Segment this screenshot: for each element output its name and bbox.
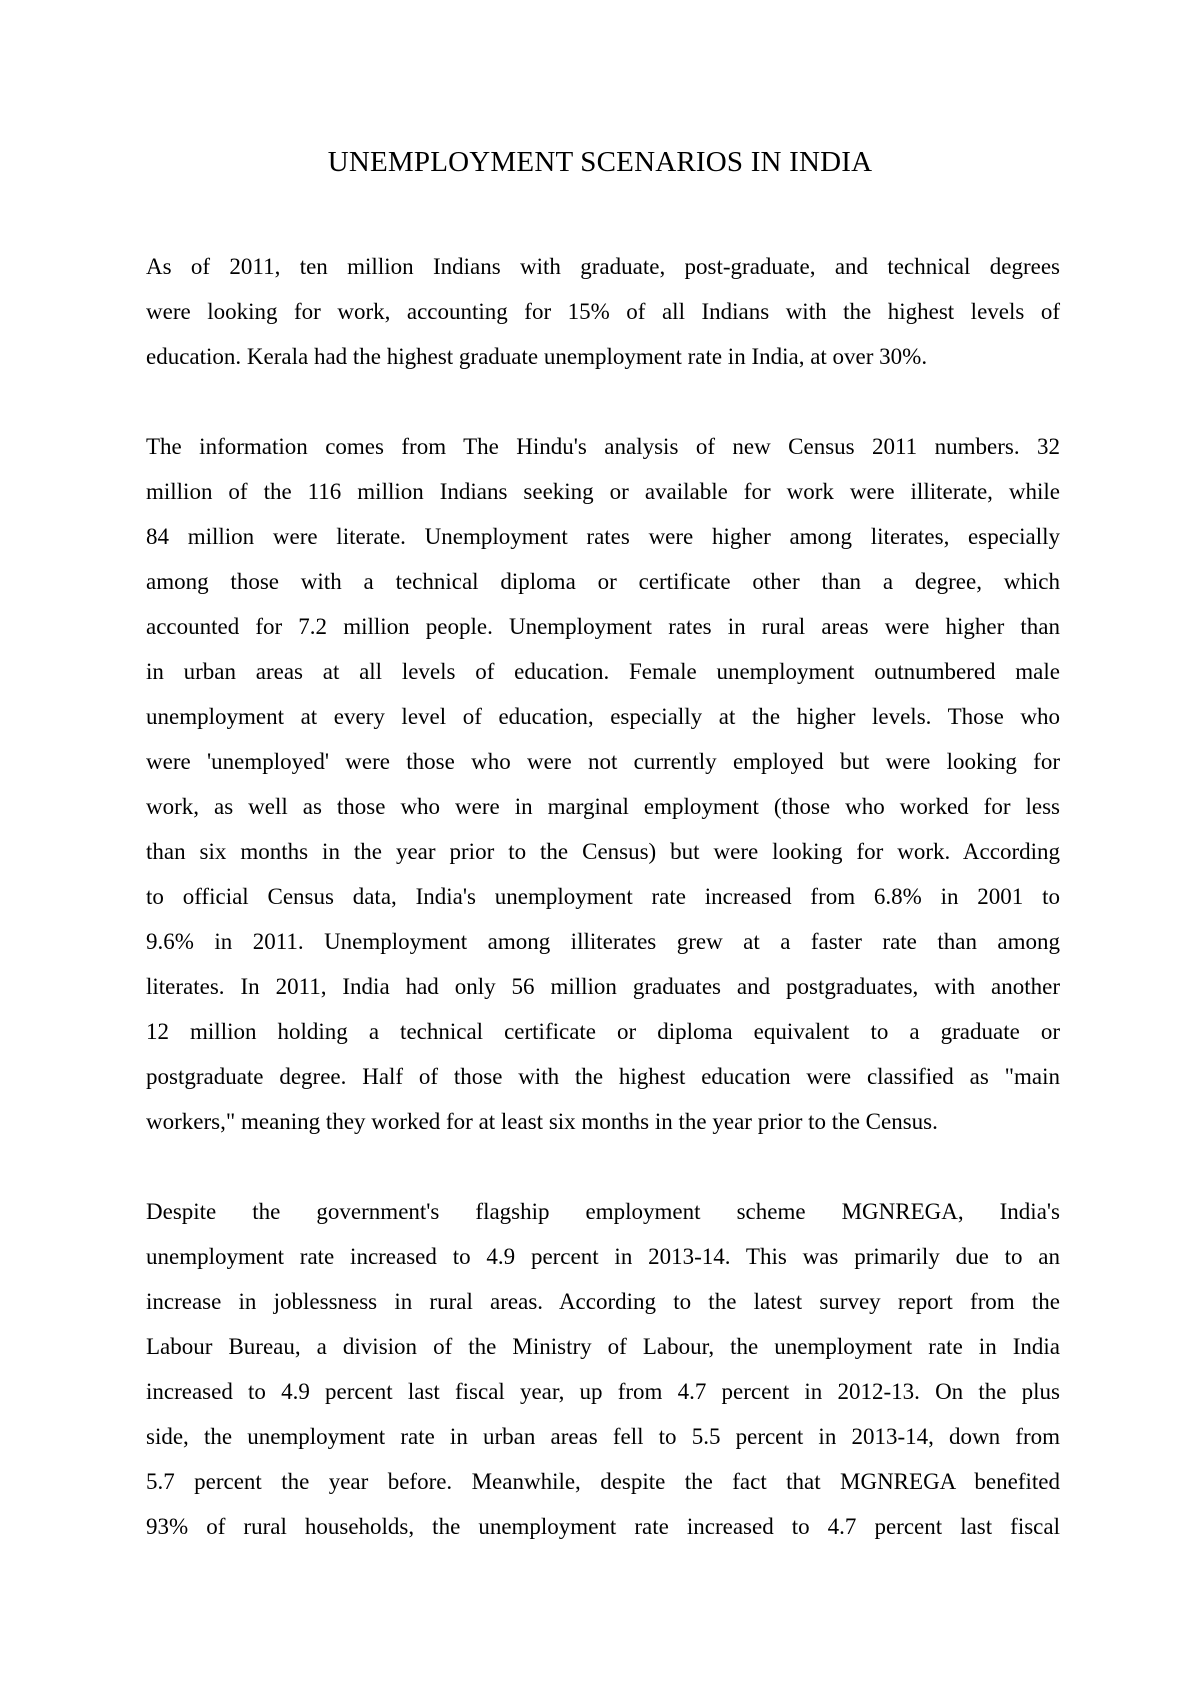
- text-line: million of the 116 million Indians seeking or available for work were illiterate, while: [146, 479, 1060, 504]
- paragraph-3: [146, 1189, 1060, 1549]
- text-line: unemployment at every level of education, especially at the higher levels. Those who: [146, 704, 1060, 729]
- text-line: side, the unemployment rate in urban areas fell to 5.5 percent in 2013-14, down from: [146, 1424, 1060, 1449]
- text-line: were 'unemployed' were those who were not currently employed but were looking for: [146, 749, 1060, 774]
- text-line: 12 million holding a technical certificate or diploma equivalent to a graduate or: [146, 1019, 1060, 1044]
- paragraph-1: [146, 244, 1060, 379]
- text-line: unemployment rate increased to 4.9 percent in 2013-14. This was primarily due to an: [146, 1244, 1060, 1269]
- document-title: UNEMPLOYMENT SCENARIOS IN INDIA: [327, 146, 873, 178]
- text-line: postgraduate degree. Half of those with the highest education were classified as "main: [146, 1064, 1060, 1089]
- text-line: work, as well as those who were in marginal employment (those who worked for less: [146, 794, 1060, 819]
- text-line: 93% of rural households, the unemployment rate increased to 4.7 percent last fiscal: [146, 1514, 1060, 1539]
- text-line: were looking for work, accounting for 15% of all Indians with the highest levels of: [146, 299, 1060, 324]
- text-line: The information comes from The Hindu's analysis of new Census 2011 numbers. 32: [146, 434, 1060, 459]
- text-line: 84 million were literate. Unemployment rates were higher among literates, especially: [146, 524, 1060, 549]
- text-line: 9.6% in 2011. Unemployment among illiterates grew at a faster rate than among: [146, 929, 1060, 954]
- text-line: workers," meaning they worked for at least six months in the year prior to the Census.: [146, 1109, 938, 1134]
- text-line: As of 2011, ten million Indians with graduate, post-graduate, and technical degrees: [146, 254, 1060, 279]
- document-body: [146, 244, 1060, 1594]
- text-line: in urban areas at all levels of education. Female unemployment outnumbered male: [146, 659, 1060, 684]
- text-line: education. Kerala had the highest graduate unemployment rate in India, at over 30%.: [146, 344, 928, 369]
- text-line: 5.7 percent the year before. Meanwhile, despite the fact that MGNREGA benefited: [146, 1469, 1060, 1494]
- text-line: Labour Bureau, a division of the Ministry of Labour, the unemployment rate in India: [146, 1334, 1060, 1359]
- text-line: Despite the government's flagship employment scheme MGNREGA, India's: [146, 1199, 1060, 1224]
- paragraph-2: [146, 424, 1060, 1144]
- text-line: to official Census data, India's unemployment rate increased from 6.8% in 2001 to: [146, 884, 1060, 909]
- text-line: than six months in the year prior to the Census) but were looking for work. According: [146, 839, 1060, 864]
- text-line: increase in joblessness in rural areas. According to the latest survey report from the: [146, 1289, 1060, 1314]
- text-line: literates. In 2011, India had only 56 million graduates and postgraduates, with another: [146, 974, 1060, 999]
- text-line: accounted for 7.2 million people. Unemployment rates in rural areas were higher than: [146, 614, 1060, 639]
- text-line: among those with a technical diploma or certificate other than a degree, which: [146, 569, 1060, 594]
- text-line: increased to 4.9 percent last fiscal year, up from 4.7 percent in 2012-13. On the plus: [146, 1379, 1060, 1404]
